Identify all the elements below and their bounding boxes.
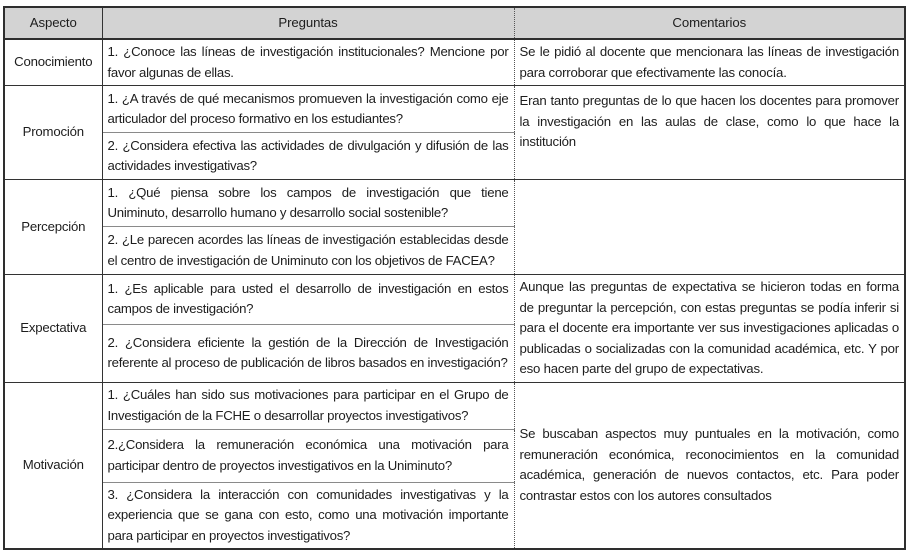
question-cell: 2. ¿Considera eficiente la gestión de la Dirección de Investigación referente al proceso de publicación de libros basados en investigación? bbox=[102, 324, 514, 382]
question-cell: 1. ¿Qué piensa sobre los campos de investigación que tiene Uniminuto, desarrollo humano y desarrollo social sostenible? bbox=[102, 180, 514, 227]
header-aspecto: Aspecto bbox=[4, 7, 102, 39]
question-cell: 1. ¿Cuáles han sido sus motivaciones para participar en el Grupo de Investigación de la FCHE o desarrollar proyectos investigativos? bbox=[102, 382, 514, 429]
aspect-cell: Conocimiento bbox=[4, 39, 102, 86]
comment-cell bbox=[514, 180, 905, 275]
aspect-cell: Expectativa bbox=[4, 275, 102, 383]
comment-cell: Se le pidió al docente que mencionara las líneas de investigación para corroborar que efectivamente las conocía. bbox=[514, 39, 905, 86]
question-cell: 1. ¿A través de qué mecanismos promueven la investigación como eje articulador del proceso formativo en los estudiantes? bbox=[102, 86, 514, 133]
header-preguntas: Preguntas bbox=[102, 7, 514, 39]
research-questions-table bbox=[3, 6, 906, 550]
header-row bbox=[4, 7, 905, 39]
question-cell: 1. ¿Es aplicable para usted el desarrollo de investigación en estos campos de investigación? bbox=[102, 275, 514, 325]
question-cell: 2. ¿Considera efectiva las actividades de divulgación y difusión de las actividades investigativas? bbox=[102, 133, 514, 180]
table-row bbox=[4, 382, 905, 429]
comment-cell: Aunque las preguntas de expectativa se hicieron todas en forma de preguntar la percepción, con estas preguntas se podía inferir si para el docente era importante ver sus investigaciones aplicadas o publicadas o socializadas con la comunidad académica, etc. Y por eso hacen parte del grupo de expectativas. bbox=[514, 275, 905, 383]
table-row bbox=[4, 39, 905, 86]
aspect-cell: Promoción bbox=[4, 86, 102, 180]
table-row bbox=[4, 86, 905, 133]
question-cell: 2.¿Considera la remuneración económica una motivación para participar dentro de proyectos investigativos en la Uniminuto? bbox=[102, 429, 514, 482]
question-cell: 3. ¿Considera la interacción con comunidades investigativas y la experiencia que se gana con esto, como una motivación importante para participar en proyectos investigativos? bbox=[102, 482, 514, 549]
comment-cell: Eran tanto preguntas de lo que hacen los docentes para promover la investigación en las aulas de clase, como lo que hace la institución bbox=[514, 86, 905, 180]
aspect-cell: Motivación bbox=[4, 382, 102, 549]
header-comentarios: Comentarios bbox=[514, 7, 905, 39]
question-cell: 2. ¿Le parecen acordes las líneas de investigación establecidas desde el centro de investigación de Uniminuto con los objetivos de FACEA? bbox=[102, 227, 514, 275]
comment-cell: Se buscaban aspectos muy puntuales en la motivación, como remuneración económica, reconocimientos en la comunidad académica, generación de nuevos contactos, etc. Para poder contrastar estos con los autores consultados bbox=[514, 382, 905, 549]
question-cell: 1. ¿Conoce las líneas de investigación institucionales? Mencione por favor algunas de ellas. bbox=[102, 39, 514, 86]
aspect-cell: Percepción bbox=[4, 180, 102, 275]
table-row bbox=[4, 275, 905, 325]
table-row bbox=[4, 180, 905, 227]
